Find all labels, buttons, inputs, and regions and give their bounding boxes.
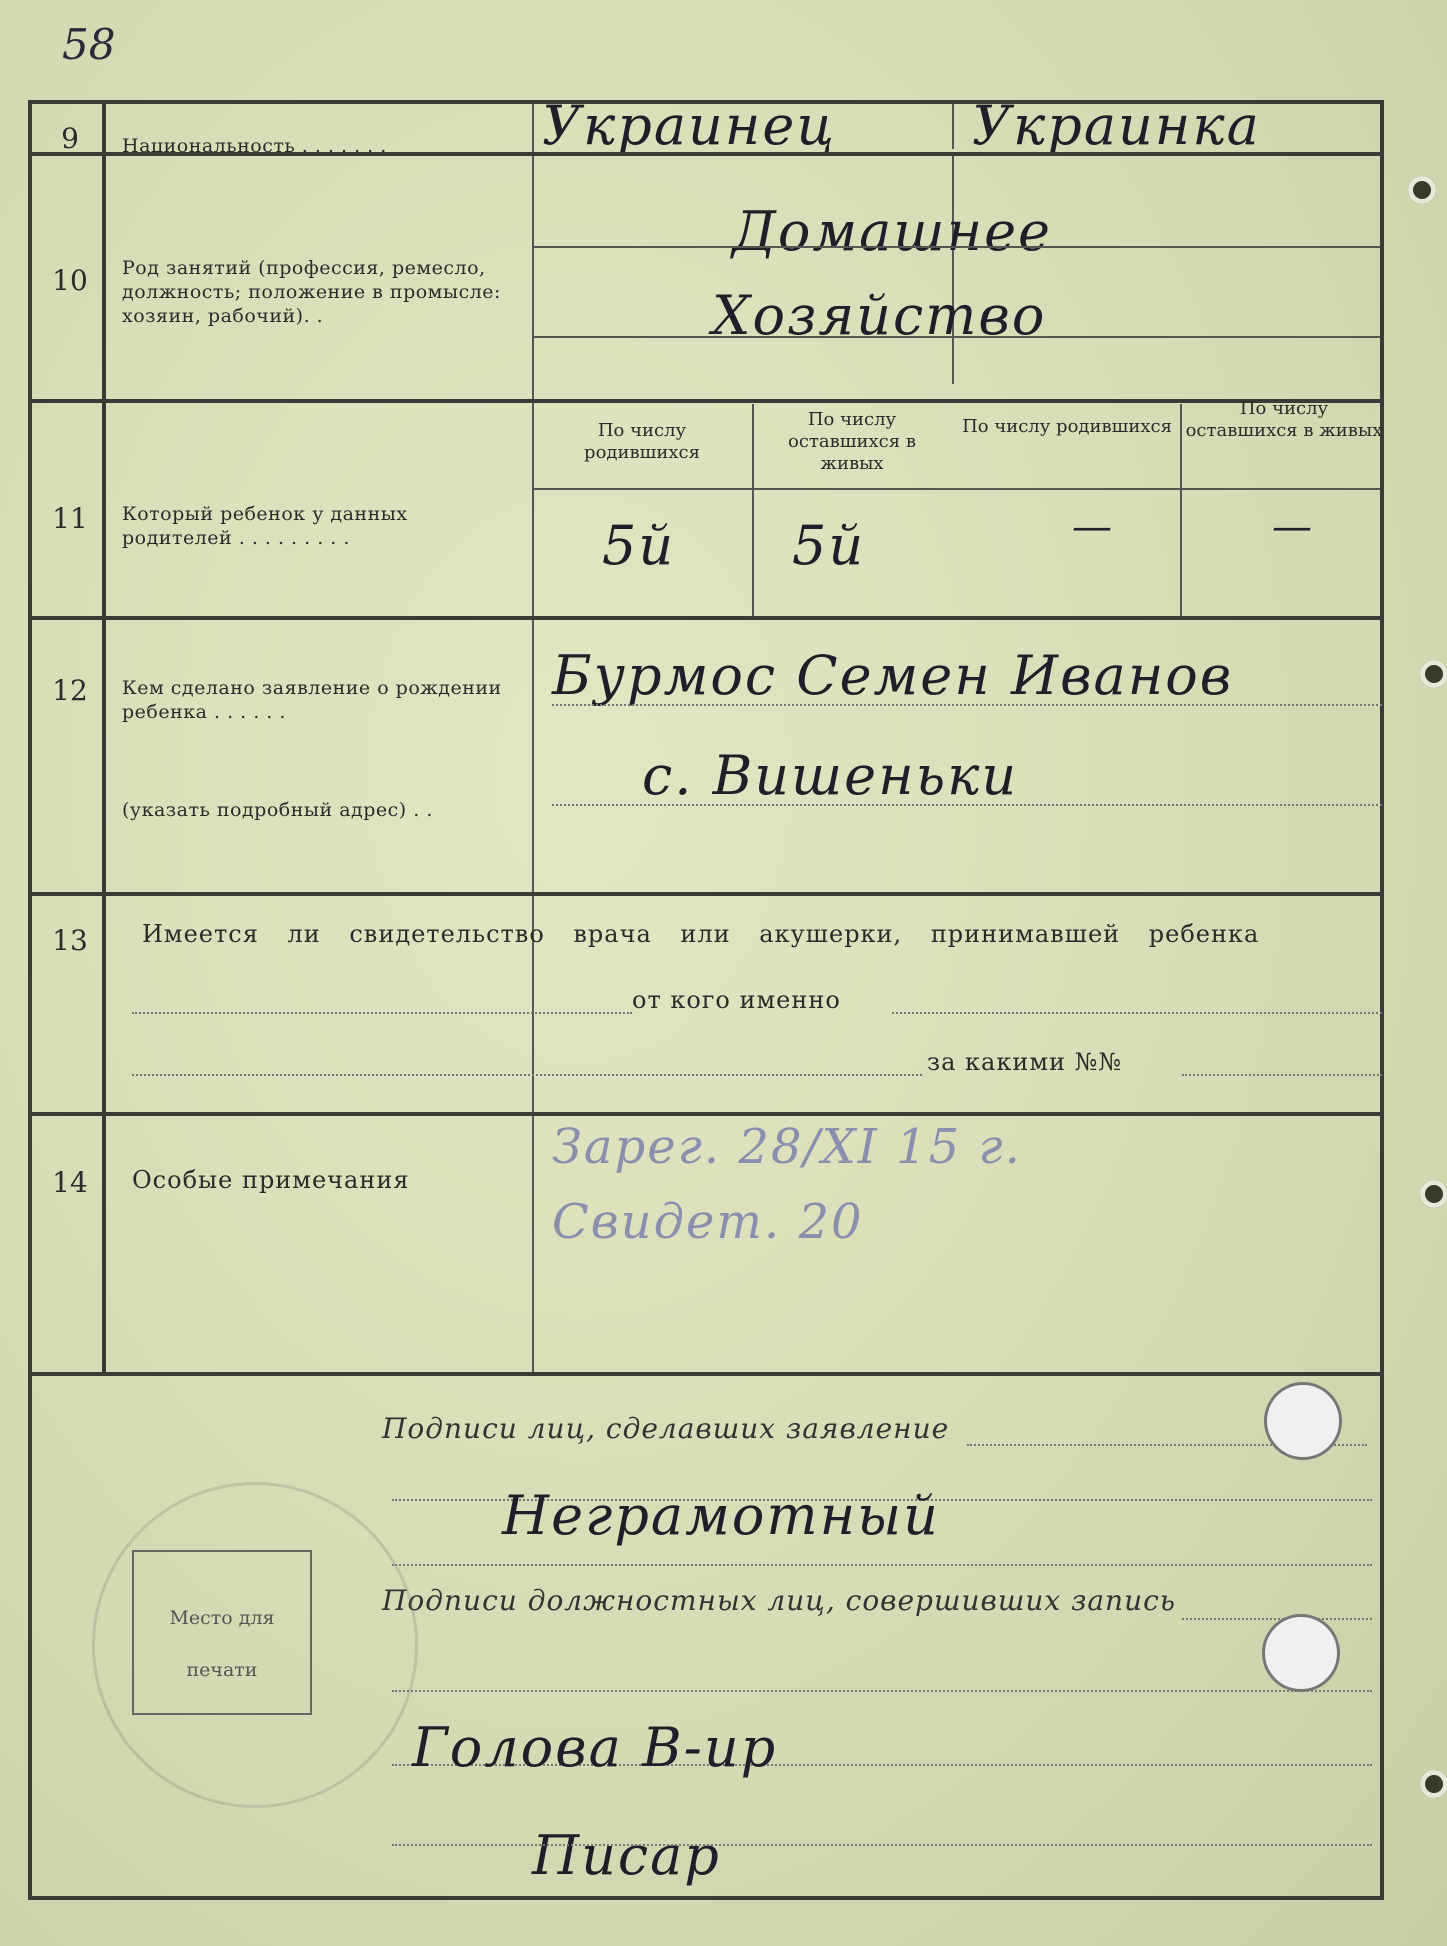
- row-13-number: 13: [52, 924, 88, 957]
- row-14-label: Особые примечания: [132, 1166, 410, 1194]
- row-12-bottom-rule: [32, 892, 1380, 896]
- row-14-note-line2: Свидет. 20: [552, 1194, 864, 1250]
- row-11-value-4: —: [1272, 504, 1314, 550]
- row-11-label: Который ребенок у данных родителей . . . . . . . . .: [122, 503, 408, 549]
- row-12-number: 12: [52, 674, 88, 707]
- stamp-place-box: Место для печати: [132, 1550, 312, 1715]
- row-12-address-label: (указать подробный адрес) . .: [122, 799, 433, 821]
- applicant-signature: Неграмотный: [502, 1484, 940, 1547]
- punched-hole-2: [1262, 1614, 1340, 1692]
- sig-dotted-5: [392, 1690, 1372, 1692]
- corner-number: 58: [62, 20, 116, 69]
- row-13-dotted-4: [1182, 1074, 1382, 1076]
- value-split-row9: [952, 104, 954, 149]
- label-column-divider: [532, 104, 534, 1374]
- row-11-head-3: По числу родившихся: [962, 416, 1172, 437]
- row-10-label: Род занятий (профессия, ремесло, должность; положение в промысле: хозяин, рабочий). .: [122, 257, 501, 327]
- row-12-dotted-2: [552, 804, 1382, 806]
- row-9-label: Национальность . . . . . . .: [122, 135, 387, 157]
- row-10-number: 10: [52, 264, 88, 297]
- punched-hole-1: [1264, 1382, 1342, 1460]
- value-split-row10-11: [952, 154, 954, 384]
- row-11-head-1: По числу родившихся: [584, 420, 700, 463]
- officials-signature-label: Подписи должностных лиц, совершивших запись: [382, 1584, 1177, 1617]
- row-11-head-4: По числу оставшихся в живых: [1185, 398, 1383, 441]
- row-13-bottom-rule: [32, 1112, 1380, 1116]
- binder-hole-4: [1420, 1770, 1447, 1798]
- row-12-value-name: Бурмос Семен Иванов: [552, 644, 1234, 707]
- row-9-value-mother: Украинка: [972, 94, 1261, 157]
- row-12-value-address: с. Вишеньки: [642, 744, 1019, 807]
- row-11-head-2: По числу оставшихся в живых: [788, 409, 916, 474]
- row-11-number: 11: [52, 502, 88, 535]
- row-11-value-1: 5й: [602, 514, 676, 577]
- row-11-head-rule: [532, 488, 1380, 490]
- row-13-numbers: за какими №№: [927, 1048, 1123, 1076]
- row-10-mid-rule-2: [532, 336, 1380, 338]
- row-10-value-line1: Домашнее: [732, 200, 1053, 263]
- number-column-divider: [102, 104, 106, 1374]
- row-10-mid-rule: [532, 246, 1380, 248]
- row-9-value-father: Украинец: [542, 94, 837, 157]
- sig-dotted-4: [1182, 1618, 1372, 1620]
- row-13-dotted-3: [132, 1074, 922, 1076]
- binder-hole-3: [1420, 1180, 1447, 1208]
- official-signature-2: Писар: [532, 1824, 721, 1887]
- row-12-label: Кем сделано заявление о рождении ребенка . . . . . .: [122, 677, 502, 723]
- row-13-dotted-2: [892, 1012, 1382, 1014]
- row-13-from-whom: от кого именно: [632, 986, 841, 1014]
- row-10-bottom-rule: [32, 399, 1380, 403]
- applicants-signature-label: Подписи лиц, сделавших заявление: [382, 1412, 950, 1445]
- sig-dotted-3: [392, 1564, 1372, 1566]
- official-signature-1: Голова В-ир: [412, 1716, 778, 1779]
- row-11-value-3: —: [1072, 504, 1114, 550]
- row11-split-a: [752, 404, 754, 619]
- row-14-note-line1: Зарег. 28/XI 15 г.: [552, 1119, 1022, 1175]
- row-14-bottom-rule: [32, 1372, 1380, 1376]
- row-11-bottom-rule: [32, 616, 1380, 620]
- row-9-number: 9: [61, 122, 79, 155]
- row11-split-c: [1180, 404, 1182, 619]
- record-form: [28, 94, 1384, 1900]
- binder-hole-2: [1420, 660, 1447, 688]
- binder-hole-1: [1408, 176, 1436, 204]
- row-14-number: 14: [52, 1166, 88, 1199]
- row-13-label: Имеется ли свидетельство врача или акушерки, принимавшей ребенка: [142, 920, 1260, 948]
- row-12-dotted-1: [552, 704, 1382, 706]
- row-13-dotted-1: [132, 1012, 632, 1014]
- row-10-value-line2: Хозяйство: [712, 284, 1047, 347]
- row-11-value-2: 5й: [792, 514, 866, 577]
- sig-dotted-7: [392, 1844, 1372, 1846]
- row-9-bottom-rule: [32, 152, 1380, 156]
